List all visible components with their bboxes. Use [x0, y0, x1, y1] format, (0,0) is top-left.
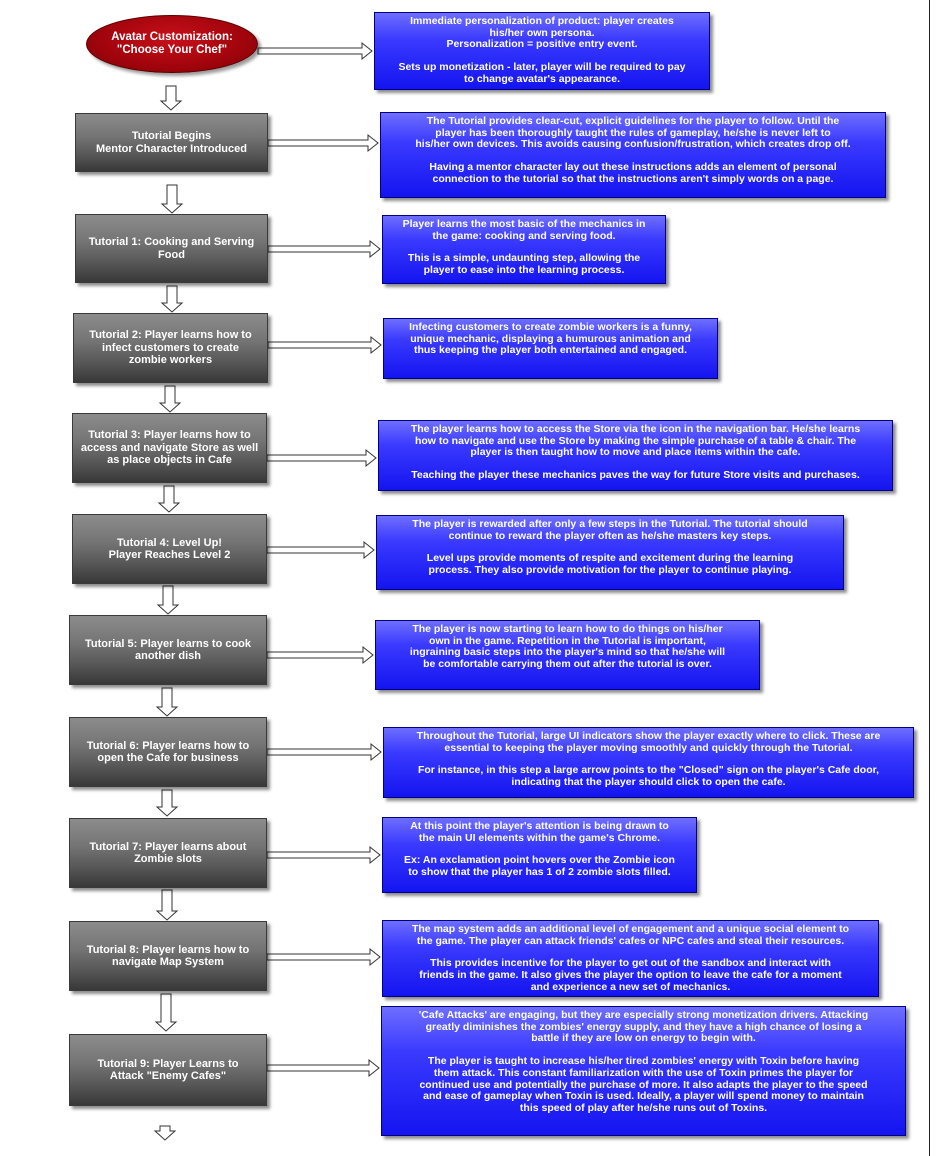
step-node-tutorial-7 — [69, 818, 267, 888]
note-line: how to navigate and use the Store by making the simple purchase of a table & chair. The — [414, 434, 857, 447]
note-line: his/her own persona. — [489, 26, 595, 39]
step-node-line: Tutorial 2: Player learns how to — [89, 329, 252, 342]
down-arrow-icon — [157, 688, 177, 716]
step-node-line: Tutorial 5: Player learns to cook — [84, 637, 252, 650]
note-line: this speed of play after he/she runs out of Toxins. — [519, 1101, 768, 1114]
right-arrow-icon — [267, 1060, 379, 1076]
down-arrow-icon — [157, 790, 177, 816]
note-box-9 — [382, 817, 697, 893]
right-arrow-icon — [267, 647, 373, 663]
note-box-5 — [378, 420, 893, 491]
note-line: greatly diminishes the zombies' energy supply, and they have a high chance of losing a — [425, 1020, 862, 1033]
note-box-1 — [374, 12, 710, 90]
step-node-line: Tutorial 1: Cooking and Serving — [88, 236, 255, 248]
step-node-line: Tutorial 8: Player learns how to — [86, 943, 250, 956]
note-line: battle if they are low on energy to begin with. — [531, 1032, 756, 1045]
note-line: the main UI elements within the game's Chrome. — [418, 831, 661, 844]
step-node-tutorial-8 — [69, 921, 267, 991]
step-node-line: Tutorial 4: Level Up! — [117, 536, 222, 549]
note-line: player is then taught how to move and place items within the cafe. — [470, 446, 801, 459]
start-node-line: "Choose Your Chef" — [116, 44, 228, 56]
start-node-line: Avatar Customization: — [111, 31, 233, 43]
note-box-10 — [382, 920, 879, 997]
note-line: be comfortable carrying them out after the tutorial is over. — [423, 658, 712, 671]
note-line: Having a mentor character lay out these instructions adds an element of personal — [429, 161, 837, 174]
note-line: connection to the tutorial so that the instructions aren't simply words on a page. — [432, 172, 834, 185]
note-line: Infecting customers to create zombie workers is a funny, — [409, 321, 692, 333]
note-paragraph — [390, 731, 907, 754]
note-box-8 — [383, 727, 914, 798]
right-arrow-icon — [267, 847, 380, 863]
down-arrow-icon — [159, 486, 179, 512]
step-node-line: Tutorial 9: Player Learns to — [97, 1057, 239, 1070]
step-node-line: Food — [158, 248, 185, 261]
note-line: This is a simple, undaunting step, allowing the — [407, 252, 641, 265]
step-node-line: navigate Map System — [112, 956, 224, 968]
note-paragraph — [388, 1010, 899, 1045]
note-paragraph — [381, 16, 703, 51]
down-arrow-icon — [162, 286, 182, 312]
step-node-tutorial-2 — [73, 313, 268, 383]
note-paragraph — [383, 519, 837, 542]
note-line: For instance, in this step a large arrow points to the "Closed" sign on the player's Cafe door, — [417, 764, 880, 777]
down-arrow-icon — [162, 185, 182, 213]
note-line: This provides incentive for the player to get out of the sandbox and interact with — [430, 957, 831, 970]
note-line: Personalization = positive entry event. — [446, 38, 638, 51]
note-line: friends in the game. It also gives the player the option to leave the cafe for a moment — [419, 969, 842, 982]
down-arrow-icon — [156, 994, 176, 1031]
step-node-line: Tutorial 3: Player learns how to — [88, 429, 251, 442]
down-arrow-icon — [160, 386, 180, 412]
note-paragraph — [390, 322, 711, 357]
note-box-6 — [376, 515, 844, 590]
note-paragraph — [389, 253, 659, 276]
note-line: unique mechanic, displaying a humurous animation and — [410, 332, 691, 345]
note-line: The player is now starting to learn how to do things on his/her — [412, 623, 723, 635]
note-line: own in the game. Repetition in the Tutorial is important, — [429, 634, 706, 647]
note-paragraph — [382, 624, 753, 671]
note-line: Ex: An exclamation point hovers over the Zombie icon — [404, 854, 675, 867]
note-line: them attack. This constant familiarization with the use of Toxin primes the player for — [433, 1066, 854, 1079]
note-line: to change avatar's appearance. — [464, 72, 620, 85]
step-node-tutorial-1 — [75, 214, 268, 283]
right-arrow-icon — [268, 337, 381, 353]
note-box-4 — [383, 318, 718, 379]
step-node-tutorial-6 — [69, 717, 267, 787]
note-paragraph — [389, 855, 690, 878]
right-arrow-icon — [267, 450, 376, 466]
note-line: process. They also provide motivation for the player to continue playing. — [428, 564, 792, 577]
note-line: The player is taught to increase his/her tired zombies' energy with Toxin before having — [427, 1055, 860, 1068]
note-line: Immediate personalization of product: player creates — [410, 15, 674, 27]
note-line: player to ease into the learning process. — [423, 264, 625, 277]
note-line: The player is rewarded after only a few steps in the Tutorial. The tutorial should — [412, 518, 808, 530]
step-node-line: zombie workers — [128, 354, 213, 367]
right-arrow-icon — [268, 135, 378, 151]
down-arrow-icon — [158, 586, 178, 614]
down-arrow-icon — [161, 86, 181, 110]
note-line: Player learns the most basic of the mechanics in — [402, 218, 646, 230]
right-arrow-icon — [267, 744, 381, 760]
down-arrow-icon — [157, 890, 177, 920]
note-line: Teaching the player these mechanics paves the way for future Store visits and purchases. — [411, 469, 860, 482]
note-box-2 — [380, 112, 886, 198]
right-arrow-icon — [258, 43, 372, 59]
step-node-tutorial-begins — [75, 113, 268, 172]
note-paragraph — [383, 553, 837, 576]
note-line: 'Cafe Attacks' are engaging, but they are especially strong monetization drivers. Attacking — [418, 1009, 869, 1021]
note-line: continue to reward the player often as he/she masters key steps. — [448, 529, 772, 542]
step-node-tutorial-3 — [72, 413, 267, 483]
right-arrow-icon — [267, 542, 374, 558]
step-node-line: Tutorial Begins — [131, 130, 212, 142]
step-node-line: Mentor Character Introduced — [96, 142, 247, 155]
note-paragraph — [381, 62, 703, 85]
note-line: Level ups provide moments of respite and excitement during the learning — [426, 552, 794, 565]
note-line: his/her own devices. This avoids causing confusion/frustration, which creates drop off. — [415, 138, 851, 151]
step-node-line: Zombie slots — [134, 853, 202, 865]
step-node-tutorial-4 — [72, 514, 267, 584]
note-line: thus keeping the player both entertained and engaged. — [413, 344, 688, 357]
step-node-line: another dish — [134, 650, 201, 662]
note-line: Throughout the Tutorial, large UI indicators show the player exactly where to click. These are — [416, 730, 881, 742]
note-box-11 — [381, 1006, 906, 1136]
note-line: and experience a new set of mechanics. — [530, 980, 731, 993]
step-node-tutorial-9 — [69, 1034, 267, 1106]
note-paragraph — [389, 219, 659, 242]
right-arrow-icon — [268, 241, 380, 257]
note-line: ingraining basic steps into the player's mind so that he/she will — [409, 646, 726, 659]
note-paragraph — [385, 470, 886, 482]
step-node-line: open the Cafe for business — [97, 752, 239, 764]
note-line: The map system adds an additional level of engagement and a unique social element to — [411, 923, 850, 935]
step-node-line: Attack "Enemy Cafes" — [109, 1070, 227, 1082]
note-paragraph — [389, 821, 690, 844]
note-line: to show that the player has 1 of 2 zombie slots filled. — [408, 866, 671, 879]
note-line: player has been thoroughly taught the rules of gameplay, he/she is never left to — [435, 126, 831, 139]
right-arrow-icon — [267, 949, 380, 965]
note-line: and ease of gameplay when Toxin is used. Ideally, a player will spend money to maintain — [423, 1090, 864, 1103]
note-paragraph — [388, 1056, 899, 1115]
note-box-7 — [375, 620, 760, 690]
step-node-line: Tutorial 6: Player learns how to — [86, 739, 250, 752]
start-node-avatar-customization — [86, 15, 258, 73]
down-arrow-icon — [155, 1126, 175, 1140]
note-box-3 — [382, 215, 666, 284]
step-node-line: Player Reaches Level 2 — [108, 549, 231, 561]
note-line: The Tutorial provides clear-cut, explicit guidelines for the player to follow. Until the — [426, 115, 840, 127]
note-paragraph — [385, 424, 886, 459]
note-line: At this point the player's attention is being drawn to — [410, 820, 669, 832]
note-line: essential to keeping the player moving smoothly and quickly through the Tutorial. — [444, 741, 853, 754]
note-line: indicating that the player should click to open the cafe. — [511, 776, 786, 789]
note-paragraph — [390, 765, 907, 788]
step-node-line: infect customers to create — [102, 341, 239, 354]
note-paragraph — [389, 924, 872, 947]
step-node-tutorial-5 — [69, 615, 267, 685]
note-line: the game: cooking and serving food. — [432, 229, 616, 242]
note-line: The player learns how to access the Store via the icon in the navigation bar. He/she learns — [410, 423, 861, 435]
note-line: continued use and potentially the purchase of more. It also adapts the player to the speed — [419, 1078, 868, 1091]
step-node-line: as place objects in Cafe — [107, 454, 232, 467]
note-paragraph — [387, 162, 879, 185]
note-line: the game. The player can attack friends' cafes or NPC cafes and steal their resources. — [416, 934, 845, 947]
note-paragraph — [389, 958, 872, 993]
step-node-line: Tutorial 7: Player learns about — [89, 840, 247, 853]
note-line: Sets up monetization - later, player will be required to pay — [398, 61, 686, 74]
note-paragraph — [387, 116, 879, 151]
step-node-line: access and navigate Store as well — [80, 441, 259, 454]
